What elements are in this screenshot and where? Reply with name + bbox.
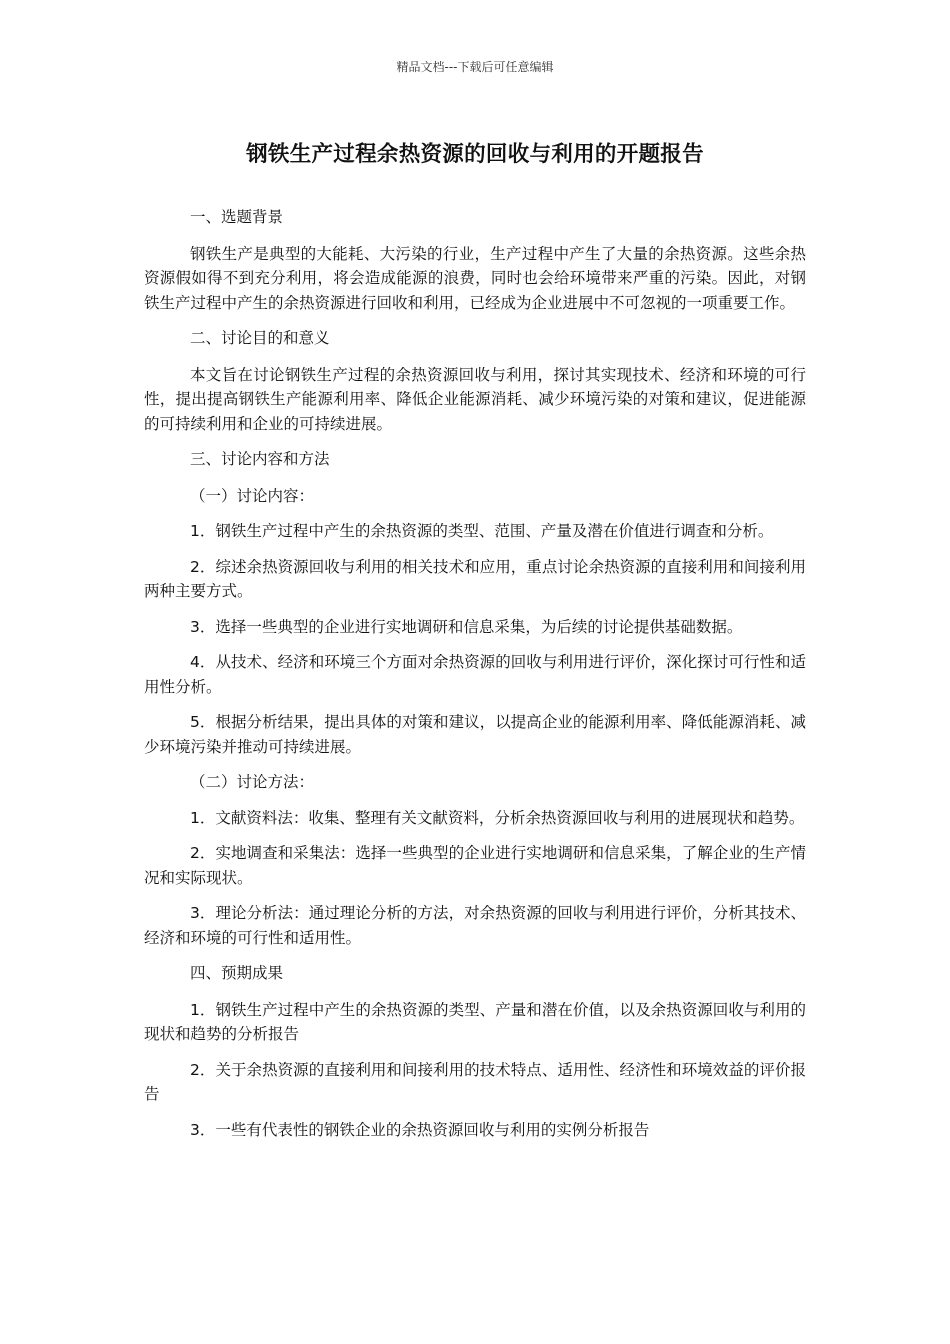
list-item: 1．文献资料法：收集、整理有关文献资料，分析余热资源回收与利用的进展现状和趋势。 — [190, 808, 805, 827]
list-item: 3．选择一些典型的企业进行实地调研和信息采集，为后续的讨论提供基础数据。 — [190, 617, 743, 636]
section-heading: 一、选题背景 — [190, 208, 284, 226]
list-item: 2．综述余热资源回收与利用的相关技术和应用，重点讨论余热资源的直接利用和间接利用两种主要方式。 — [144, 557, 806, 600]
list-item: 1．钢铁生产过程中产生的余热资源的类型、范围、产量及潜在价值进行调查和分析。 — [190, 522, 774, 540]
paragraph: 本文旨在讨论钢铁生产过程的余热资源回收与利用，探讨其实现技术、经济和环境的可行性，提出提高钢铁生产能源利用率、降低企业能源消耗、减少环境污染的对策和建议，促进能源的可持续利用和企业的可持续进展。 — [144, 365, 806, 433]
paragraph: 钢铁生产是典型的大能耗、大污染的行业，生产过程中产生了大量的余热资源。这些余热资源假如得不到充分利用，将会造成能源的浪费，同时也会给环境带来严重的污染。因此，对钢铁生产过程中产生的余热资源进行回收和利用，已经成为企业进展中不可忽视的一项重要工作。 — [144, 244, 806, 312]
list-item: 2．关于余热资源的直接利用和间接利用的技术特点、适用性、经济性和环境效益的评价报告 — [144, 1060, 806, 1103]
list-item: 5．根据分析结果，提出具体的对策和建议，以提高企业的能源利用率、降低能源消耗、减少环境污染并推动可持续进展。 — [144, 713, 806, 756]
section-heading: 二、讨论目的和意义 — [190, 329, 330, 347]
document-title: 钢铁生产过程余热资源的回收与利用的开题报告 — [246, 142, 704, 167]
subsection-heading: （一）讨论内容： — [190, 486, 315, 505]
section-heading: 三、讨论内容和方法 — [190, 450, 330, 468]
list-item: 3．理论分析法：通过理论分析的方法，对余热资源的回收与利用进行评价，分析其技术、经济和环境的可行性和适用性。 — [144, 904, 806, 947]
section-heading: 四、预期成果 — [190, 964, 284, 982]
list-item: 2．实地调查和采集法：选择一些典型的企业进行实地调研和信息采集，了解企业的生产情况和实际现状。 — [144, 844, 806, 887]
list-item: 4．从技术、经济和环境三个方面对余热资源的回收与利用进行评价，深化探讨可行性和适用性分析。 — [144, 653, 806, 696]
subsection-heading: （二）讨论方法： — [190, 773, 315, 791]
list-item: 3．一些有代表性的钢铁企业的余热资源回收与利用的实例分析报告 — [190, 1120, 650, 1139]
list-item: 1．钢铁生产过程中产生的余热资源的类型、产量和潜在价值，以及余热资源回收与利用的现状和趋势的分析报告 — [144, 1000, 806, 1043]
header-note: 精品文档---下载后可任意编辑 — [396, 60, 554, 74]
document-body — [144, 205, 806, 1153]
